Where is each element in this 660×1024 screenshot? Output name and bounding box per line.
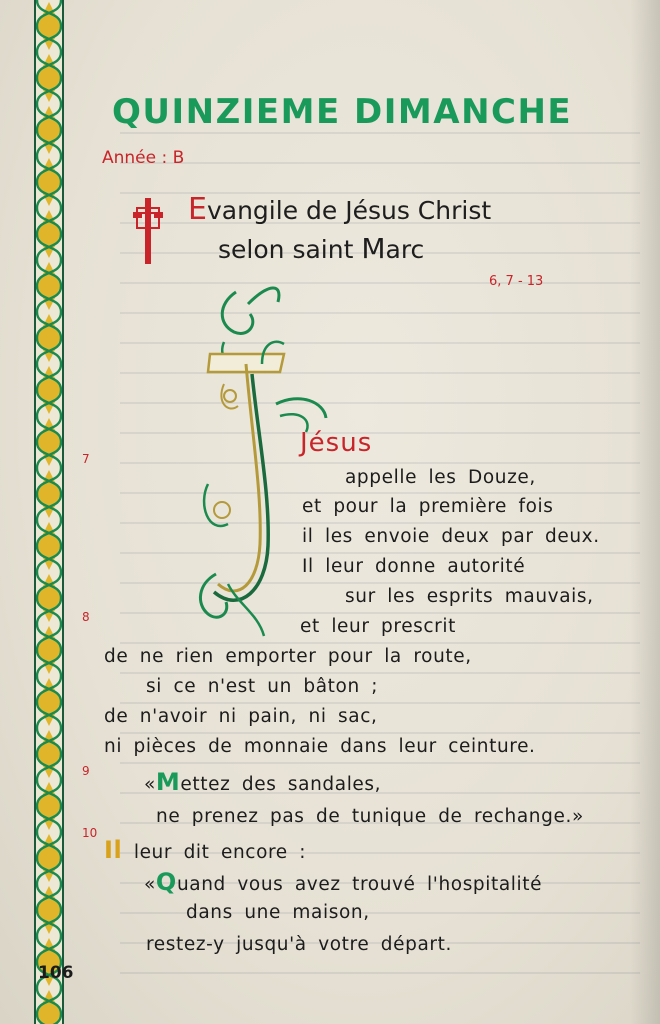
illuminated-initial-j xyxy=(188,284,338,644)
gospel-heading xyxy=(180,191,580,269)
verse-number-10: 10 xyxy=(82,826,98,840)
text-line: dans une maison, xyxy=(186,902,370,923)
verse-number-8: 8 xyxy=(82,610,90,624)
page-number: 106 xyxy=(38,963,74,983)
text-line: et leur prescrit xyxy=(300,616,456,637)
text-line-quote: «Quand vous avez trouvé l'hospitalité xyxy=(144,868,543,896)
page-edge-shadow xyxy=(630,0,660,1024)
gospel-heading-line1: Evangile de Jésus Christ xyxy=(188,192,492,227)
verse-number-7: 7 xyxy=(82,452,90,466)
text-line: si ce n'est un bâton ; xyxy=(146,676,379,697)
text-line: appelle les Douze, xyxy=(345,467,536,488)
liturgical-year: Année : B xyxy=(102,148,185,168)
verse-number-9: 9 xyxy=(82,764,90,778)
first-word: Jésus xyxy=(300,428,373,458)
text-line: sur les esprits mauvais, xyxy=(345,586,594,607)
scripture-reference: 6, 7 - 13 xyxy=(489,274,544,289)
text-line: restez-y jusqu'à votre départ. xyxy=(146,934,452,955)
text-line: de ne rien emporter pour la route, xyxy=(104,646,472,667)
cross-icon xyxy=(133,198,163,264)
gospel-heading-line2: selon saint Marc xyxy=(218,232,425,265)
text-line: ni pièces de monnaie dans leur ceinture. xyxy=(104,736,536,757)
text-line: il les envoie deux par deux. xyxy=(302,526,600,547)
page-title: QUINZIEME DIMANCHE xyxy=(112,92,573,132)
text-line: de n'avoir ni pain, ni sac, xyxy=(104,706,378,727)
text-line-v10: Il leur dit encore : xyxy=(104,836,307,864)
text-line-v9: «Mettez des sandales, xyxy=(144,768,382,796)
text-line: Il leur donne autorité xyxy=(302,556,526,577)
text-line: ne prenez pas de tunique de rechange.» xyxy=(156,806,584,827)
text-line: et pour la première fois xyxy=(302,496,554,517)
decorative-border xyxy=(32,0,66,1024)
